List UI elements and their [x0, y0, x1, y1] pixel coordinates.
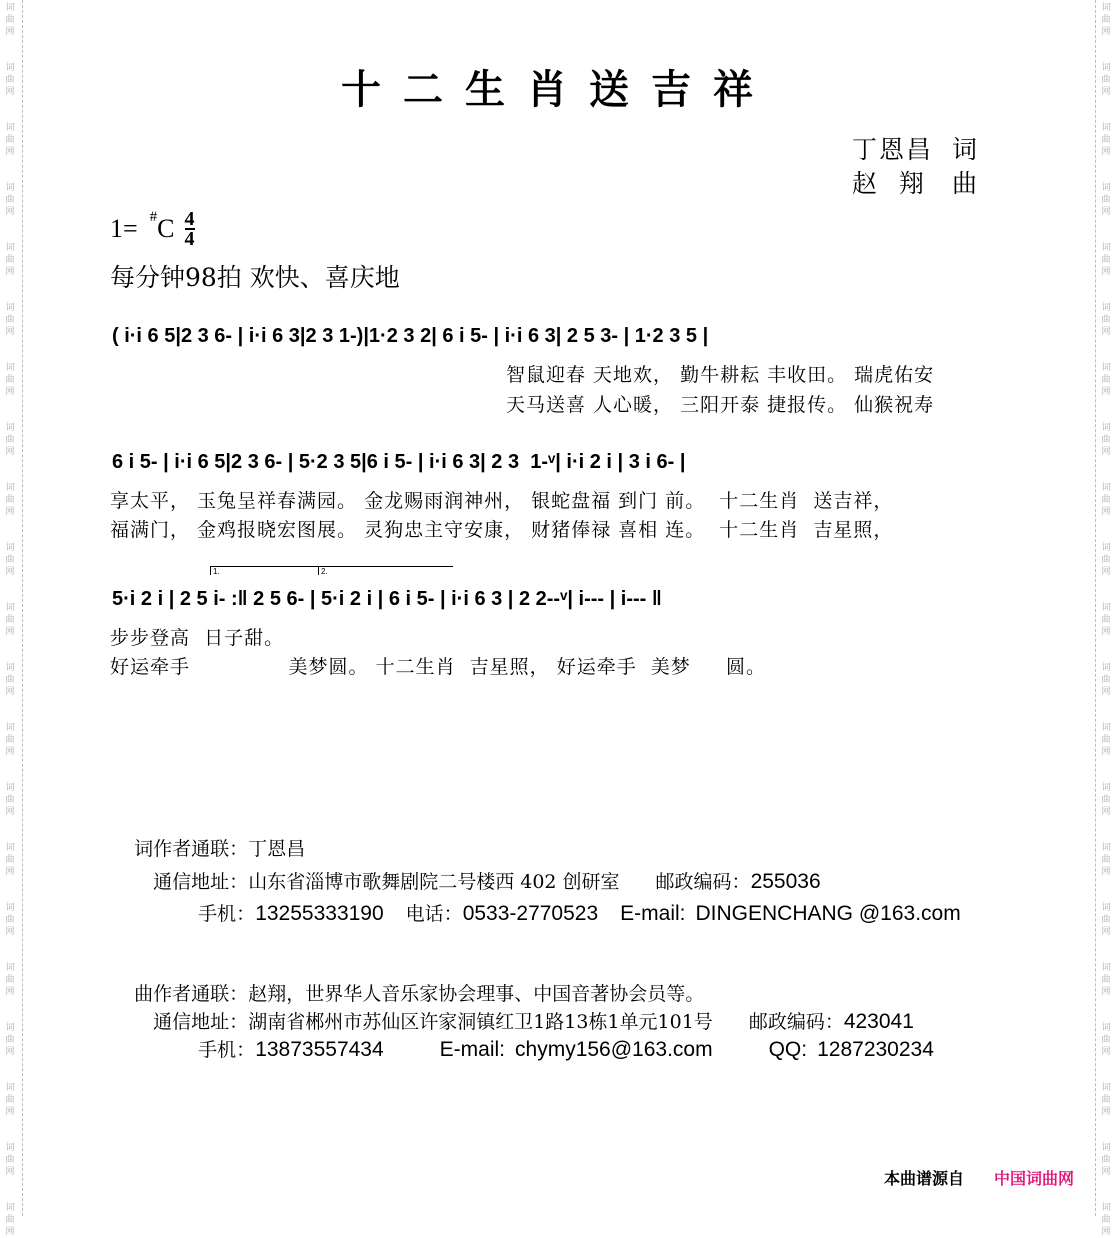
watermark-char: 词 [1101, 903, 1111, 913]
watermark-char: 词 [5, 903, 15, 913]
watermark-char: 词 [1101, 1023, 1111, 1033]
score-line-3-lyrics-verse1: 步步登高 日子甜。 [110, 627, 285, 649]
watermark-char: 网 [1101, 207, 1111, 217]
composer-address-label: 通信地址： [153, 1011, 249, 1033]
watermark-glyph-group [1096, 182, 1116, 218]
watermark-char: 词 [5, 1143, 15, 1153]
watermark-char: 曲 [1101, 375, 1111, 385]
watermark-char: 曲 [1101, 255, 1111, 265]
watermark-char: 曲 [1101, 615, 1111, 625]
score-line-2-notes: 6 i 5- | i·i 6 5|2 3 6- | 5·2 3 5|6 i 5- | i·i 6 3| 2 3 1-ᵛ| i·i 2 i | 3 i 6- | [112, 451, 686, 473]
lyricist-phone: 0533-2770523 [462, 902, 599, 925]
watermark-glyph-group [1096, 662, 1116, 698]
watermark-char: 曲 [5, 1155, 15, 1165]
watermark-glyph-group [0, 182, 20, 218]
composer-mobile-label: 手机： [198, 1039, 256, 1061]
watermark-char: 曲 [1101, 795, 1111, 805]
watermark-char: 词 [1101, 123, 1111, 133]
watermark-char: 网 [5, 987, 15, 997]
watermark-char: 曲 [5, 735, 15, 745]
watermark-char: 曲 [1101, 1095, 1111, 1105]
watermark-char: 曲 [1101, 1035, 1111, 1045]
watermark-glyph-group [0, 722, 20, 758]
watermark-glyph-group [0, 542, 20, 578]
watermark-char: 网 [1101, 1107, 1111, 1117]
watermark-char: 词 [5, 423, 15, 433]
watermark-char: 网 [5, 27, 15, 37]
watermark-char: 词 [1101, 243, 1111, 253]
watermark-char: 曲 [5, 555, 15, 565]
watermark-char: 网 [1101, 27, 1111, 37]
watermark-char: 网 [1101, 807, 1111, 817]
watermark-char: 曲 [5, 75, 15, 85]
watermark-char: 词 [5, 783, 15, 793]
watermark-char: 网 [5, 867, 15, 877]
watermark-char: 词 [5, 123, 15, 133]
watermark-glyph-group [0, 1202, 20, 1238]
watermark-char: 网 [5, 1047, 15, 1057]
watermark-char: 曲 [5, 1035, 15, 1045]
score-line-1-lyrics-verse2: 天马送喜 人心暖， 三阳开泰 捷报传。 仙猴祝寿 [506, 394, 935, 416]
watermark-glyph-group [0, 1022, 20, 1058]
tempo-marking: 每分钟98拍 欢快、喜庆地 [110, 263, 400, 292]
lyricist-email-label: E-mail: [620, 902, 686, 925]
watermark-char: 网 [1101, 267, 1111, 277]
watermark-char: 词 [5, 363, 15, 373]
watermark-char: 曲 [1101, 495, 1111, 505]
score-line-3-notes: 5·i 2 i | 2 5 i- :‖ 2 5 6- | 5·i 2 i | 6 i 5- | i·i 6 3 | 2 2--ᵛ| i--- | i--- ‖ [112, 588, 662, 610]
watermark-char: 曲 [5, 1215, 15, 1225]
watermark-char: 曲 [5, 975, 15, 985]
left-margin-watermark [0, 0, 23, 1237]
watermark-char: 词 [1101, 183, 1111, 193]
lyricist-postcode-label: 邮政编码： [655, 871, 751, 893]
composer-postcode-label: 邮政编码： [748, 1011, 844, 1033]
watermark-char: 网 [5, 927, 15, 937]
lyricist-postcode: 255036 [750, 870, 821, 893]
footer-source-label: 本曲谱源自 [884, 1169, 965, 1188]
watermark-glyph-group [1096, 842, 1116, 878]
watermark-char: 曲 [5, 255, 15, 265]
watermark-char: 词 [5, 723, 15, 733]
watermark-char: 网 [1101, 687, 1111, 697]
watermark-char: 词 [1101, 543, 1111, 553]
watermark-char: 词 [5, 543, 15, 553]
watermark-char: 词 [1101, 963, 1111, 973]
watermark-glyph-group [0, 362, 20, 398]
score-line-1-lyrics-verse1: 智鼠迎春 天地欢， 勤牛耕耘 丰收田。 瑞虎佑安 [506, 364, 935, 386]
watermark-char: 词 [5, 63, 15, 73]
watermark-char: 词 [1101, 1083, 1111, 1093]
watermark-glyph-group [1096, 122, 1116, 158]
watermark-glyph-group [1096, 1202, 1116, 1238]
lyricist-phone-label: 电话： [405, 903, 463, 925]
watermark-char: 网 [1101, 1167, 1111, 1177]
watermark-char: 词 [1101, 1203, 1111, 1213]
score-line-2-lyrics-verse2: 福满门， 金鸡报晓宏图展。 灵狗忠主守安康， 财猪俸禄 喜相 连。 十二生肖 吉星照， [110, 519, 894, 541]
watermark-glyph-group [1096, 482, 1116, 518]
watermark-char: 曲 [5, 1095, 15, 1105]
watermark-char: 词 [5, 1203, 15, 1213]
watermark-char: 网 [1101, 447, 1111, 457]
watermark-char: 词 [5, 843, 15, 853]
composer-qq-label: QQ: [768, 1038, 808, 1061]
watermark-char: 网 [5, 747, 15, 757]
lyricist-mobile-label: 手机： [198, 903, 256, 925]
watermark-glyph-group [1096, 242, 1116, 278]
watermark-glyph-group [1096, 902, 1116, 938]
watermark-char: 曲 [1101, 975, 1111, 985]
score-line-3-lyrics-verse2: 好运牵手 美梦圆。 十二生肖 吉星照， 好运牵手 美梦 圆。 [110, 656, 766, 678]
watermark-glyph-group [1096, 2, 1116, 38]
score-line-2-lyrics-verse1: 享太平， 玉兔呈祥春满园。 金龙赐雨润神州， 银蛇盘福 到门 前。 十二生肖 送吉祥， [110, 490, 894, 512]
composer-address: 湖南省郴州市苏仙区许家洞镇红卫1路13栋1单元101号 [248, 1011, 713, 1033]
watermark-char: 网 [5, 387, 15, 397]
composer-mobile: 13873557434 [255, 1038, 384, 1061]
watermark-glyph-group [1096, 782, 1116, 818]
watermark-char: 曲 [5, 915, 15, 925]
watermark-char: 曲 [5, 195, 15, 205]
watermark-char: 词 [5, 243, 15, 253]
watermark-char: 网 [5, 567, 15, 577]
watermark-char: 词 [1101, 1143, 1111, 1153]
time-signature [185, 210, 195, 248]
time-top: 4 [184, 208, 195, 230]
watermark-char: 网 [1101, 1047, 1111, 1057]
watermark-char: 词 [1101, 303, 1111, 313]
watermark-glyph-group [0, 842, 20, 878]
watermark-glyph-group [1096, 1022, 1116, 1058]
watermark-char: 词 [1101, 3, 1111, 13]
composer-email[interactable]: chymy156@163.com [515, 1038, 713, 1061]
watermark-glyph-group [0, 2, 20, 38]
watermark-char: 网 [5, 1167, 15, 1177]
watermark-char: 网 [1101, 1227, 1111, 1237]
watermark-char: 曲 [5, 135, 15, 145]
watermark-char: 曲 [1101, 75, 1111, 85]
lyricist-role: 词 [952, 135, 978, 164]
watermark-glyph-group [0, 662, 20, 698]
watermark-glyph-group [1096, 1082, 1116, 1118]
watermark-char: 词 [5, 1023, 15, 1033]
watermark-char: 曲 [1101, 15, 1111, 25]
watermark-char: 词 [1101, 63, 1111, 73]
key-prefix: 1= [110, 214, 138, 243]
right-margin-watermark [1095, 0, 1116, 1237]
watermark-char: 曲 [1101, 315, 1111, 325]
key-note: C [157, 214, 175, 243]
lyricist-address: 山东省淄博市歌舞剧院二号楼西 402 创研室 [248, 871, 620, 893]
watermark-char: 网 [5, 507, 15, 517]
watermark-char: 曲 [1101, 675, 1111, 685]
watermark-char: 曲 [5, 15, 15, 25]
sharp-sign: # [149, 208, 158, 225]
watermark-char: 曲 [5, 795, 15, 805]
lyricist-contact-label: 词作者通联： [134, 838, 249, 860]
footer-site-link[interactable]: 中国词曲网 [994, 1169, 1075, 1188]
watermark-char: 曲 [1101, 735, 1111, 745]
watermark-char: 曲 [1101, 195, 1111, 205]
watermark-char: 词 [1101, 603, 1111, 613]
watermark-char: 词 [1101, 663, 1111, 673]
watermark-char: 词 [1101, 843, 1111, 853]
watermark-char: 网 [1101, 147, 1111, 157]
watermark-char: 曲 [1101, 1155, 1111, 1165]
watermark-char: 词 [1101, 423, 1111, 433]
watermark-char: 词 [5, 303, 15, 313]
watermark-char: 网 [5, 447, 15, 457]
watermark-char: 网 [1101, 867, 1111, 877]
composer-qq: 1287230234 [817, 1038, 934, 1061]
watermark-char: 曲 [5, 855, 15, 865]
watermark-char: 网 [1101, 567, 1111, 577]
watermark-glyph-group [0, 422, 20, 458]
watermark-char: 曲 [1101, 855, 1111, 865]
watermark-glyph-group [0, 602, 20, 638]
watermark-char: 曲 [5, 675, 15, 685]
watermark-char: 词 [1101, 783, 1111, 793]
key-signature [110, 210, 195, 248]
lyricist-contact-name: 丁恩昌 [248, 838, 306, 860]
watermark-char: 网 [1101, 87, 1111, 97]
watermark-glyph-group [1096, 362, 1116, 398]
watermark-char: 网 [1101, 507, 1111, 517]
second-ending-bracket: 2. [318, 566, 453, 575]
watermark-glyph-group [0, 782, 20, 818]
watermark-glyph-group [1096, 962, 1116, 998]
watermark-char: 曲 [5, 615, 15, 625]
watermark-glyph-group [1096, 722, 1116, 758]
watermark-char: 网 [5, 267, 15, 277]
composer-email-label: E-mail: [439, 1038, 506, 1061]
lyricist-credit [852, 133, 992, 167]
watermark-char: 网 [1101, 387, 1111, 397]
watermark-char: 网 [5, 1107, 15, 1117]
watermark-char: 词 [1101, 483, 1111, 493]
credits [852, 133, 992, 201]
lyricist-mobile: 13255333190 [255, 902, 384, 925]
watermark-char: 网 [5, 627, 15, 637]
watermark-char: 网 [5, 327, 15, 337]
watermark-char: 网 [5, 1227, 15, 1237]
first-ending-bracket: 1. [210, 566, 318, 575]
watermark-glyph-group [1096, 602, 1116, 638]
watermark-glyph-group [0, 902, 20, 938]
watermark-char: 曲 [5, 375, 15, 385]
watermark-char: 曲 [1101, 435, 1111, 445]
watermark-char: 词 [5, 483, 15, 493]
watermark-glyph-group [0, 302, 20, 338]
watermark-char: 网 [1101, 927, 1111, 937]
time-bottom: 4 [184, 228, 195, 250]
watermark-char: 曲 [5, 495, 15, 505]
composer-role: 曲 [952, 169, 978, 198]
watermark-char: 曲 [1101, 1215, 1111, 1225]
watermark-char: 曲 [5, 435, 15, 445]
watermark-char: 词 [1101, 363, 1111, 373]
composer-postcode: 423041 [843, 1010, 914, 1033]
composer-contact-label: 曲作者通联： [134, 983, 249, 1005]
watermark-glyph-group [1096, 1142, 1116, 1178]
lyricist-name: 丁恩昌 [852, 135, 934, 164]
watermark-char: 词 [5, 183, 15, 193]
watermark-char: 词 [5, 3, 15, 13]
watermark-char: 词 [5, 1083, 15, 1093]
watermark-char: 网 [5, 687, 15, 697]
composer-contact-name: 赵翔，世界华人音乐家协会理事、中国音著协会员等。 [248, 983, 705, 1005]
watermark-char: 网 [1101, 327, 1111, 337]
watermark-char: 词 [1101, 723, 1111, 733]
watermark-glyph-group [0, 1142, 20, 1178]
watermark-char: 网 [5, 807, 15, 817]
watermark-glyph-group [0, 482, 20, 518]
watermark-glyph-group [0, 242, 20, 278]
watermark-char: 曲 [1101, 135, 1111, 145]
watermark-char: 曲 [5, 315, 15, 325]
watermark-glyph-group [1096, 302, 1116, 338]
watermark-glyph-group [1096, 422, 1116, 458]
lyricist-address-label: 通信地址： [153, 871, 249, 893]
composer-credit [852, 167, 992, 201]
watermark-char: 曲 [1101, 555, 1111, 565]
watermark-char: 网 [1101, 747, 1111, 757]
watermark-char: 网 [1101, 987, 1111, 997]
composer-name: 赵 翔 [852, 169, 926, 198]
watermark-char: 词 [5, 663, 15, 673]
song-title: 十二生肖送吉祥 [341, 66, 775, 113]
lyricist-email[interactable]: DINGENCHANG @163.com [695, 902, 961, 925]
watermark-glyph-group [1096, 542, 1116, 578]
watermark-char: 网 [5, 87, 15, 97]
watermark-char: 网 [1101, 627, 1111, 637]
watermark-char: 词 [5, 963, 15, 973]
watermark-char: 网 [5, 147, 15, 157]
watermark-glyph-group [0, 962, 20, 998]
watermark-glyph-group [0, 122, 20, 158]
watermark-glyph-group [0, 1082, 20, 1118]
watermark-char: 词 [5, 603, 15, 613]
watermark-char: 曲 [1101, 915, 1111, 925]
watermark-char: 网 [5, 207, 15, 217]
score-line-1-notes: ( i·i 6 5|2 3 6- | i·i 6 3|2 3 1-)|1·2 3 2| 6 i 5- | i·i 6 3| 2 5 3- | 1·2 3 5 | [112, 325, 709, 347]
